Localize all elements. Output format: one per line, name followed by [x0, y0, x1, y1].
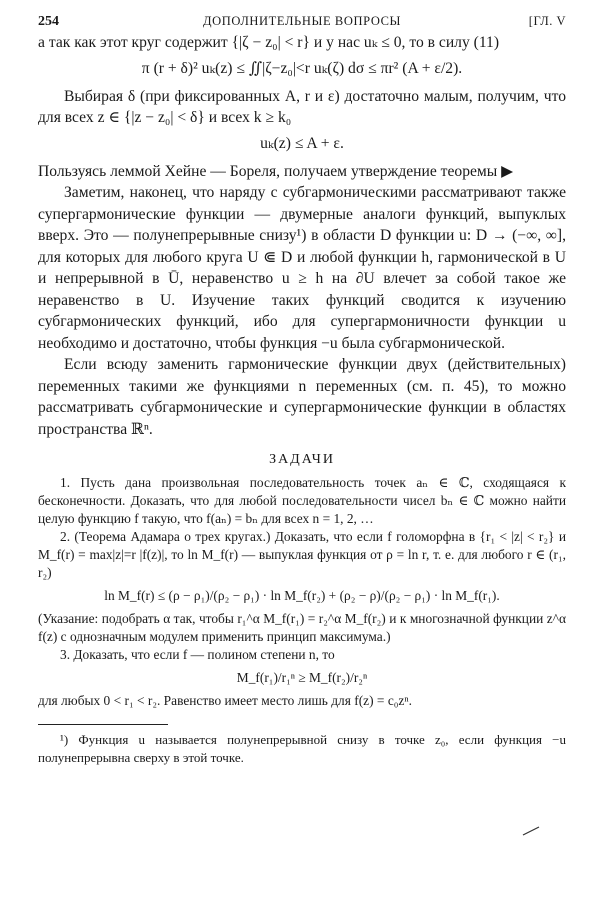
formula-1: π (r + δ)² uₖ(z) ≤ ∬|ζ−z₀|<r uₖ(ζ) dσ ≤ πr² (A + ε/2).: [141, 59, 463, 77]
page-number: 254: [38, 14, 59, 29]
problem-2-hint: (Указание: подобрать α так, чтобы r₁^α M_f(r₁) = r₂^α M_f(r₂) и к многозначной функции z^α f(z) с однозначным модулем применить принцип максимума.): [38, 611, 566, 644]
paragraph-2: Выбирая δ (при фиксированных A, r и ε) достаточно малым, получим, что для всех z ∈ {|z − z₀| < δ} и всех k ≥ k₀: [38, 87, 566, 126]
paragraph-4: Заметим, наконец, что наряду с субгармоническими рассматривают также супергармонические функции — двумерные аналоги функций, выпуклых вверх. Это — полунепрерывные снизу¹) в области D функции u: D → (−∞, ∞], для которых для любого круга U ⋐ D и любой функции h, гармонической в U и непрерывной в Ū, неравенство u ≥ h на ∂U влечет за собой такое же неравенство в U. Изучение таких функций сводится к изучению субгармонических функций, ибо для супергармоничности функции u необходимо и достаточно, чтобы функция −u была субгармонической.: [38, 184, 566, 352]
problem-1: 1. Пусть дана произвольная последовательность точек aₙ ∈ ℂ, сходящаяся к бесконечности. Доказать, что для любой последовательности чисел bₙ ∈ ℂ можно найти целую функцию f такую, что f(aₙ) = bₙ для всех n = 1, 2, …: [38, 475, 566, 526]
paragraph-5: Если всюду заменить гармонические функции двух (действительных) переменных такими же функциями n переменных (см. п. 45), то можно рассматривать субгармонические и супергармонические функции в областях пространства ℝⁿ.: [38, 356, 566, 438]
book-page: [38, 10, 566, 767]
footnote: ¹) Функция u называется полунепрерывной снизу в точке z₀, если функция −u полунепрерывна сверху в этой точке.: [38, 732, 566, 765]
paragraph-3: Пользуясь леммой Хейне — Бореля, получаем утверждение теоремы ▶: [38, 162, 514, 180]
paragraph-1: а так как этот круг содержит {|ζ − z₀| < r} и у нас uₖ ≤ 0, то в силу (11): [38, 34, 500, 51]
formula-3: ln M_f(r) ≤ (ρ − ρ₁)/(ρ₂ − ρ₁) · ln M_f(r₂) + (ρ₂ − ρ)/(ρ₂ − ρ₁) · ln M_f(r₁).: [104, 588, 500, 603]
problem-3-end: для любых 0 < r₁ < r₂. Равенство имеет место лишь для f(z) = c₀zⁿ.: [38, 693, 412, 708]
problems-title: ЗАДАЧИ: [269, 452, 335, 467]
problem-3: 3. Доказать, что если f — полином степени n, то: [60, 647, 335, 662]
formula-4: M_f(r₁)/r₁ⁿ ≥ M_f(r₂)/r₂ⁿ: [236, 670, 368, 685]
running-title: ДОПОЛНИТЕЛЬНЫЕ ВОПРОСЫ: [202, 14, 402, 28]
formula-2: uₖ(z) ≤ A + ε.: [260, 134, 344, 152]
footnote-rule: [38, 724, 168, 725]
chapter-label: [ГЛ. V: [528, 14, 566, 28]
pencil-mark: [522, 826, 540, 836]
problem-2: 2. (Теорема Адамара о трех кругах.) Доказать, что если f голоморфна в {r₁ < |z| < r₂} и M_f(r) = max|z|=r |f(z)|, то ln M_f(r) — выпуклая функция от ρ = ln r, т. е. для любого r ∈ (r₁, r₂): [38, 529, 566, 580]
page-header: [38, 10, 566, 32]
